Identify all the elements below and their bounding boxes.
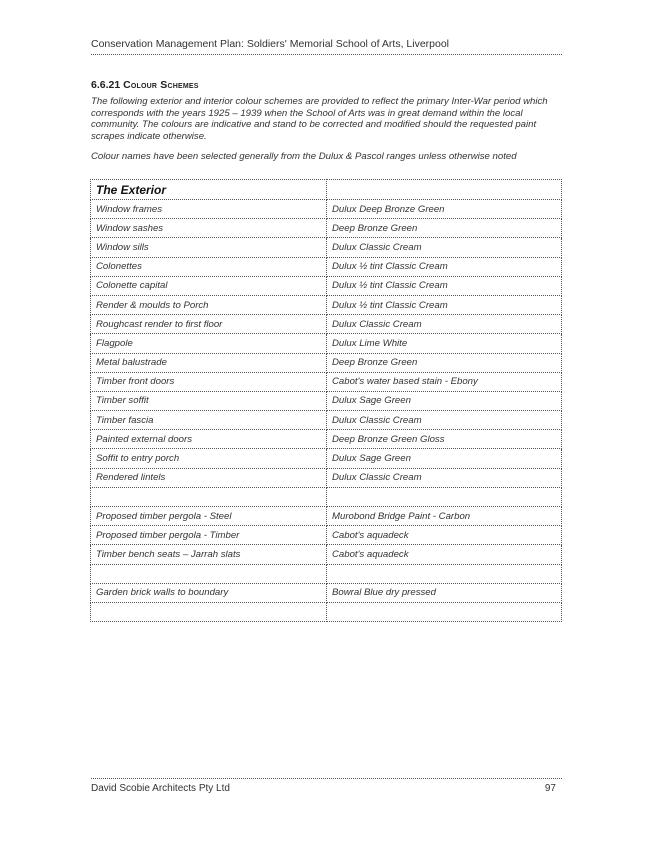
element-cell [91, 487, 327, 506]
colour-cell [327, 602, 562, 621]
element-cell: Colonette capital [91, 276, 327, 295]
colour-cell: Dulux Classic Cream [327, 238, 562, 257]
colour-cell: Deep Bronze Green Gloss [327, 430, 562, 449]
element-cell [91, 564, 327, 583]
colour-cell: Cabot's aquadeck [327, 545, 562, 564]
colour-cell: Cabot's water based stain - Ebony [327, 372, 562, 391]
table-row [91, 257, 562, 276]
table-row [91, 545, 562, 564]
table-heading: The Exterior [91, 180, 327, 200]
colour-cell: Deep Bronze Green [327, 353, 562, 372]
table-row [91, 430, 562, 449]
element-cell: Window sashes [91, 219, 327, 238]
element-cell: Timber front doors [91, 372, 327, 391]
element-cell: Timber soffit [91, 391, 327, 410]
table-row [91, 372, 562, 391]
table-row [91, 602, 562, 621]
colour-cell: Dulux Classic Cream [327, 468, 562, 487]
table-row [91, 200, 562, 219]
element-cell: Window sills [91, 238, 327, 257]
colour-cell: Dulux ½ tint Classic Cream [327, 295, 562, 314]
colour-cell [327, 487, 562, 506]
element-cell: Render & moulds to Porch [91, 295, 327, 314]
table-heading-row [91, 180, 562, 200]
table-row [91, 295, 562, 314]
colour-cell: Dulux Classic Cream [327, 315, 562, 334]
section-title: Colour Schemes [123, 79, 199, 91]
colour-cell: Dulux Lime White [327, 334, 562, 353]
element-cell [91, 602, 327, 621]
page-header [91, 38, 562, 55]
element-cell: Painted external doors [91, 430, 327, 449]
table-heading-value [327, 180, 562, 200]
footer-company: David Scobie Architects Pty Ltd [91, 783, 230, 794]
element-cell: Timber bench seats – Jarrah slats [91, 545, 327, 564]
element-cell: Rendered lintels [91, 468, 327, 487]
colour-cell: Dulux Sage Green [327, 449, 562, 468]
element-cell: Garden brick walls to boundary [91, 583, 327, 602]
colour-cell: Dulux ½ tint Classic Cream [327, 276, 562, 295]
element-cell: Roughcast render to first floor [91, 315, 327, 334]
table-row [91, 487, 562, 506]
element-cell: Soffit to entry porch [91, 449, 327, 468]
table-row [91, 238, 562, 257]
page-number: 97 [544, 783, 556, 794]
table-row [91, 334, 562, 353]
table-row [91, 276, 562, 295]
colour-cell: Dulux Classic Cream [327, 411, 562, 430]
intro-paragraph: The following exterior and interior colour schemes are provided to reflect the primary Inter-War period which corresponds with the years 1925 – 1939 when the School of Arts was in great demand within the local community. The colours are indicative and stand to be corrected and modified should the requested paint scrapes indicate otherwise. [91, 96, 548, 142]
table-row [91, 468, 562, 487]
element-cell: Colonettes [91, 257, 327, 276]
table-row [91, 507, 562, 526]
element-cell: Flagpole [91, 334, 327, 353]
colour-cell: Murobond Bridge Paint - Carbon [327, 507, 562, 526]
table-row [91, 583, 562, 602]
section-heading [91, 79, 199, 91]
colour-cell: Cabot's aquadeck [327, 526, 562, 545]
colour-cell: Dulux Sage Green [327, 391, 562, 410]
table-row [91, 526, 562, 545]
header-title: Conservation Management Plan: Soldiers' Memorial School of Arts, Liverpool [91, 38, 450, 50]
table-row [91, 315, 562, 334]
colour-cell: Dulux Deep Bronze Green [327, 200, 562, 219]
element-cell: Window frames [91, 200, 327, 219]
colour-cell: Dulux ½ tint Classic Cream [327, 257, 562, 276]
table-row [91, 564, 562, 583]
colour-cell [327, 564, 562, 583]
table-row [91, 449, 562, 468]
element-cell: Metal balustrade [91, 353, 327, 372]
page-footer [91, 778, 562, 794]
table-row [91, 219, 562, 238]
section-number: 6.6.21 [91, 79, 121, 91]
colour-cell: Deep Bronze Green [327, 219, 562, 238]
colour-scheme-table [90, 179, 562, 622]
element-cell: Proposed timber pergola - Timber [91, 526, 327, 545]
colour-cell: Bowral Blue dry pressed [327, 583, 562, 602]
note-paragraph: Colour names have been selected generally from the Dulux & Pascol ranges unless otherwise noted [91, 151, 517, 162]
table-row [91, 353, 562, 372]
element-cell: Proposed timber pergola - Steel [91, 507, 327, 526]
table-row [91, 411, 562, 430]
table-row [91, 391, 562, 410]
element-cell: Timber fascia [91, 411, 327, 430]
